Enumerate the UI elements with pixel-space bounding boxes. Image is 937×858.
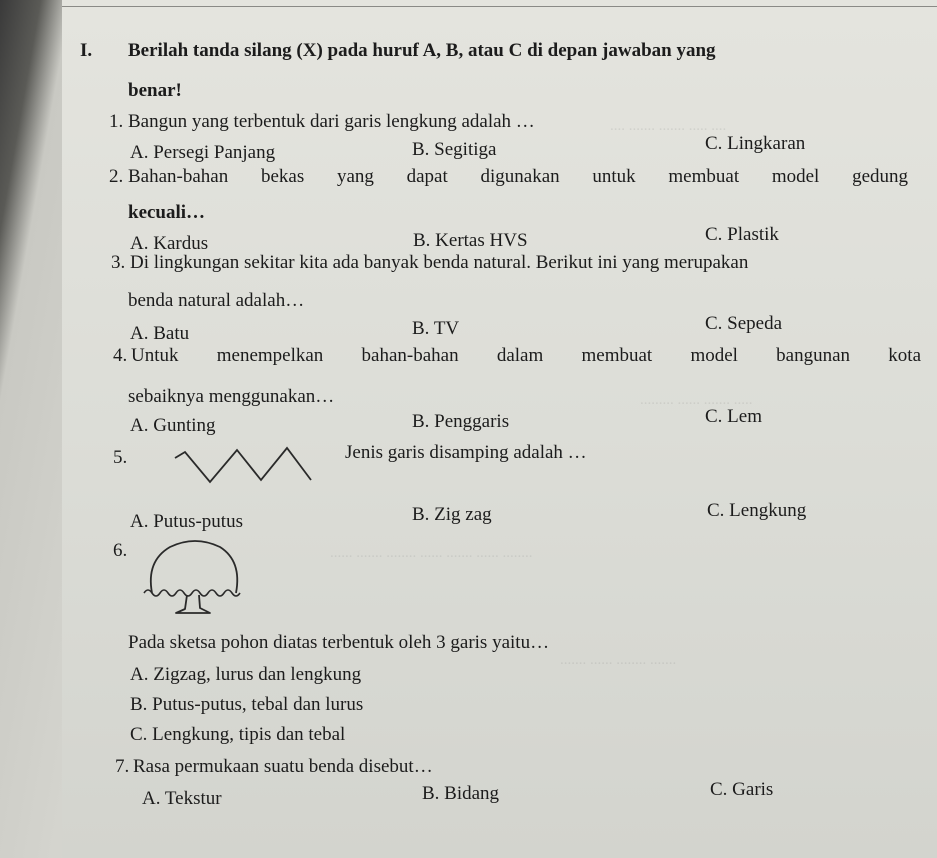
option-b[interactable]: B. Segitiga bbox=[412, 139, 497, 160]
option-c[interactable]: C. Lem bbox=[705, 406, 762, 427]
option-a[interactable]: A. Gunting bbox=[130, 415, 216, 436]
option-a[interactable]: A. Zigzag, lurus dan lengkung bbox=[130, 664, 362, 685]
question-text: Bahan-bahan bekas yang dapat digunakan untuk membuat model gedung bbox=[128, 166, 908, 187]
option-c[interactable]: C. Garis bbox=[710, 779, 774, 800]
option-c[interactable]: C. Sepeda bbox=[705, 313, 783, 334]
question-number: 1. bbox=[109, 111, 124, 132]
section-instruction: Berilah tanda silang (X) pada huruf A, B, atau C di depan jawaban yang bbox=[128, 40, 716, 61]
option-c[interactable]: C. Lingkaran bbox=[705, 133, 806, 154]
option-b[interactable]: B. Putus-putus, tebal dan lurus bbox=[130, 694, 364, 715]
question-number: 7. bbox=[115, 756, 130, 777]
question-text-cont: kecuali… bbox=[128, 202, 206, 223]
question-number: 2. bbox=[109, 166, 124, 187]
option-a[interactable]: A. Putus-putus bbox=[130, 511, 243, 532]
question-text: Bangun yang terbentuk dari garis lengkung adalah … bbox=[128, 111, 535, 132]
option-a[interactable]: A. Persegi Panjang bbox=[130, 142, 276, 163]
tree-sketch-figure bbox=[140, 535, 250, 615]
option-a[interactable]: A. Kardus bbox=[130, 233, 209, 254]
question-text-cont: sebaiknya menggunakan… bbox=[128, 386, 335, 407]
question-number: 4. bbox=[113, 345, 128, 366]
option-c[interactable]: C. Lengkung bbox=[707, 500, 807, 521]
option-c[interactable]: C. Lengkung, tipis dan tebal bbox=[130, 724, 346, 745]
question-text-cont: benda natural adalah… bbox=[128, 290, 305, 311]
option-b[interactable]: B. Zig zag bbox=[412, 504, 492, 525]
option-b[interactable]: B. TV bbox=[412, 318, 460, 339]
option-a[interactable]: A. Tekstur bbox=[142, 788, 222, 809]
question-text: Rasa permukaan suatu benda disebut… bbox=[133, 756, 433, 777]
section-instruction-cont: benar! bbox=[128, 80, 182, 101]
option-c[interactable]: C. Plastik bbox=[705, 224, 779, 245]
option-b[interactable]: B. Bidang bbox=[422, 783, 500, 804]
question-text: Jenis garis disamping adalah … bbox=[345, 442, 587, 463]
option-a[interactable]: A. Batu bbox=[130, 323, 190, 344]
zigzag-line-figure bbox=[175, 444, 315, 484]
top-rule bbox=[62, 6, 937, 7]
question-number: 5. bbox=[113, 447, 128, 468]
question-text: Untuk menempelkan bahan-bahan dalam membuat model bangunan kota bbox=[131, 345, 921, 366]
option-b[interactable]: B. Penggaris bbox=[412, 411, 510, 432]
question-number: 6. bbox=[113, 540, 128, 561]
question-number: 3. bbox=[111, 252, 126, 273]
question-text: Di lingkungan sekitar kita ada banyak benda natural. Berikut ini yang merupakan bbox=[130, 252, 749, 273]
section-number: I. bbox=[80, 40, 93, 61]
option-b[interactable]: B. Kertas HVS bbox=[413, 230, 528, 251]
question-text: Pada sketsa pohon diatas terbentuk oleh 3 garis yaitu… bbox=[128, 632, 550, 653]
